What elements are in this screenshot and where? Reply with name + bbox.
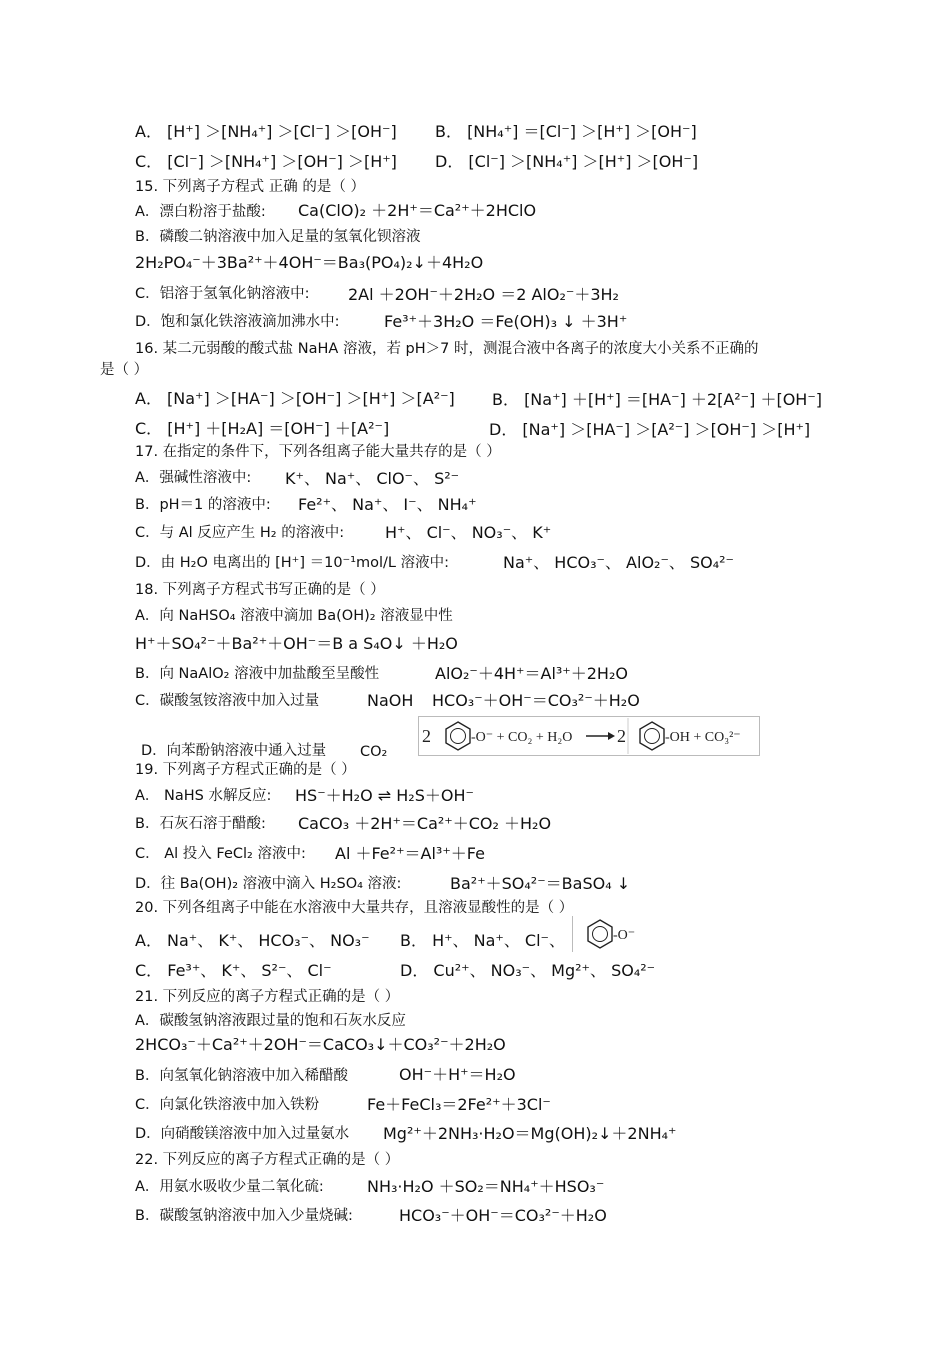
q21-option-c-label: C．向氯化铁溶液中加入铁粉: [135, 1097, 320, 1113]
q18-stem: 18. 下列离子方程式书写正确的是（ ）: [135, 582, 385, 598]
q21-option-a-equation: 2HCO₃⁻＋Ca²⁺＋2OH⁻＝CaCO₃↓＋CO₃²⁻＋2H₂O: [135, 1035, 506, 1054]
q15-option-a-label: A．漂白粉溶于盐酸:: [135, 204, 266, 220]
q15-option-c-label: C．铝溶于氢氧化钠溶液中:: [135, 286, 310, 302]
q17-option-d-ions: Na⁺、 HCO₃⁻、 AlO₂⁻、 SO₄²⁻: [503, 553, 735, 572]
coefficient-1: 2: [422, 726, 431, 746]
q14-option-b: B． [NH₄⁺] ＝[Cl⁻] ＞[H⁺] ＞[OH⁻]: [435, 122, 697, 141]
q19-option-c-equation: Al ＋Fe²⁺＝Al³⁺＋Fe: [335, 844, 485, 863]
q20-option-a: A． Na⁺、 K⁺、 HCO₃⁻、 NO₃⁻: [135, 931, 370, 950]
q14-option-c: C． [Cl⁻] ＞[NH₄⁺] ＞[OH⁻] ＞[H⁺]: [135, 152, 397, 171]
q18-option-a-equation: H⁺＋SO₄²⁻＋Ba²⁺＋OH⁻＝B a S₄O↓ ＋H₂O: [135, 634, 458, 653]
benzene-ring-icon-3: [588, 920, 612, 948]
q17-option-c-ions: H⁺、 Cl⁻、 NO₃⁻、 K⁺: [385, 523, 552, 542]
phenoxide-group: -O⁻: [613, 928, 636, 943]
q15-option-c-equation: 2Al ＋2OH⁻＋2H₂O ＝2 AlO₂⁻＋3H₂: [348, 285, 619, 304]
q15-option-a-equation: Ca(ClO)₂ ＋2H⁺＝Ca²⁺＋2HClO: [298, 201, 537, 220]
q18-option-c-label: C．碳酸氢铵溶液中加入过量: [135, 693, 320, 709]
q18-option-b-label: B．向 NaAlO₂ 溶液中加盐酸至呈酸性: [135, 666, 380, 682]
q21-option-a-label: A．碳酸氢钠溶液跟过量的饱和石灰水反应: [135, 1013, 406, 1029]
q14-option-d: D． [Cl⁻] ＞[NH₄⁺] ＞[H⁺] ＞[OH⁻]: [435, 152, 699, 171]
q20-option-c: C． Fe³⁺、 K⁺、 S²⁻、 Cl⁻: [135, 961, 332, 980]
q17-option-b-label: B．pH＝1 的溶液中:: [135, 497, 271, 513]
q15-option-b-equation: 2H₂PO₄⁻＋3Ba²⁺＋4OH⁻＝Ba₃(PO₄)₂↓＋4H₂O: [135, 253, 484, 272]
phenoxide-co2-h2o: -O⁻ + CO₂ + H₂O: [471, 730, 573, 745]
q19-option-d-equation: Ba²⁺＋SO₄²⁻＝BaSO₄ ↓: [450, 874, 631, 893]
q20-option-d: D． Cu²⁺、 NO₃⁻、 Mg²⁺、 SO₄²⁻: [400, 961, 656, 980]
q18-option-c-equation: HCO₃⁻＋OH⁻＝CO₃²⁻＋H₂O: [432, 691, 640, 710]
q19-option-b-equation: CaCO₃ ＋2H⁺＝Ca²⁺＋CO₂ ＋H₂O: [298, 814, 552, 833]
q21-option-b-equation: OH⁻＋H⁺＝H₂O: [399, 1065, 516, 1084]
q22-option-b-label: B．碳酸氢钠溶液中加入少量烧碱:: [135, 1208, 353, 1224]
q19-option-b-label: B．石灰石溶于醋酸:: [135, 816, 266, 832]
q18-option-d-gas: CO₂: [360, 744, 388, 760]
q16-stem: 16. 某二元弱酸的酸式盐 NaHA 溶液，若 pH＞7 时，测混合液中各离子的浓度大小关系不正确的: [135, 341, 759, 357]
q17-option-c-label: C．与 Al 反应产生 H₂ 的溶液中:: [135, 525, 345, 541]
q19-option-a-equation: HS⁻＋H₂O ⇌ H₂S＋OH⁻: [295, 786, 474, 805]
q19-option-d-label: D．往 Ba(OH)₂ 溶液中滴入 H₂SO₄ 溶液:: [135, 876, 402, 892]
q21-option-c-equation: Fe＋FeCl₃＝2Fe²⁺＋3Cl⁻: [367, 1095, 551, 1114]
q20-stem: 20. 下列各组离子中能在水溶液中大量共存，且溶液显酸性的是（ ）: [135, 900, 574, 916]
q18-option-c-base: NaOH: [367, 691, 414, 710]
q22-stem: 22. 下列反应的离子方程式正确的是（ ）: [135, 1152, 400, 1168]
q17-option-a-ions: K⁺、 Na⁺、 ClO⁻、 S²⁻: [285, 469, 460, 488]
q17-option-d-label: D．由 H₂O 电离出的 [H⁺] ＝10⁻¹mol/L 溶液中:: [135, 555, 450, 571]
q18-option-b-equation: AlO₂⁻＋4H⁺＝Al³⁺＋2H₂O: [435, 664, 628, 683]
q17-stem: 17. 在指定的条件下，下列各组离子能大量共存的是（ ）: [135, 444, 501, 460]
q18-option-d-label: D．向苯酚钠溶液中通入过量: [141, 743, 327, 759]
coefficient-2: 2: [617, 726, 626, 746]
q17-option-a-label: A．强碱性溶液中:: [135, 470, 252, 486]
q16-option-c: C． [H⁺] ＋[H₂A] ＝[OH⁻] ＋[A²⁻]: [135, 419, 390, 438]
phenol-reaction-image: [418, 716, 760, 756]
q15-option-d-label: D．饱和氯化铁溶液滴加沸水中:: [135, 314, 340, 330]
q16-option-b: B． [Na⁺] ＋[H⁺] ＝[HA⁻] ＋2[A²⁻] ＋[OH⁻]: [492, 390, 823, 409]
q16-stem-cont: 是（ ）: [100, 362, 149, 378]
q15-option-d-equation: Fe³⁺＋3H₂O ＝Fe(OH)₃ ↓ ＋3H⁺: [384, 312, 628, 331]
q19-option-c-label: C． Al 投入 FeCl₂ 溶液中:: [135, 846, 306, 862]
q22-option-b-equation: HCO₃⁻＋OH⁻＝CO₃²⁻＋H₂O: [399, 1206, 607, 1225]
q16-option-d: D． [Na⁺] ＞[HA⁻] ＞[A²⁻] ＞[OH⁻] ＞[H⁺]: [489, 420, 811, 439]
q17-option-b-ions: Fe²⁺、 Na⁺、 I⁻、 NH₄⁺: [298, 495, 477, 514]
q14-option-a: A． [H⁺] ＞[NH₄⁺] ＞[Cl⁻] ＞[OH⁻]: [135, 122, 397, 141]
q21-option-b-label: B．向氢氧化钠溶液中加入稀醋酸: [135, 1068, 348, 1084]
q19-option-a-label: A． NaHS 水解反应:: [135, 788, 272, 804]
q21-option-d-equation: Mg²⁺＋2NH₃·H₂O＝Mg(OH)₂↓＋2NH₄⁺: [383, 1124, 677, 1143]
q22-option-a-equation: NH₃·H₂O ＋SO₂＝NH₄⁺＋HSO₃⁻: [367, 1177, 605, 1196]
q16-option-a: A． [Na⁺] ＞[HA⁻] ＞[OH⁻] ＞[H⁺] ＞[A²⁻]: [135, 389, 455, 408]
q18-option-a-label: A．向 NaHSO₄ 溶液中滴加 Ba(OH)₂ 溶液显中性: [135, 608, 453, 624]
phenoxide-ion-image: [572, 914, 656, 954]
phenol-carbonate: -OH + CO₃²⁻: [665, 730, 741, 745]
q15-stem: 15. 下列离子方程式 正确 的是（ ）: [135, 179, 365, 195]
q22-option-a-label: A．用氨水吸收少量二氧化硫:: [135, 1179, 324, 1195]
q20-option-b: B． H⁺、 Na⁺、 Cl⁻、: [400, 931, 565, 950]
q21-option-d-label: D．向硝酸镁溶液中加入过量氨水: [135, 1126, 350, 1142]
q15-option-b-label: B．磷酸二钠溶液中加入足量的氢氧化钡溶液: [135, 229, 421, 245]
q21-stem: 21. 下列反应的离子方程式正确的是（ ）: [135, 989, 400, 1005]
q19-stem: 19. 下列离子方程式正确的是（ ）: [135, 762, 356, 778]
